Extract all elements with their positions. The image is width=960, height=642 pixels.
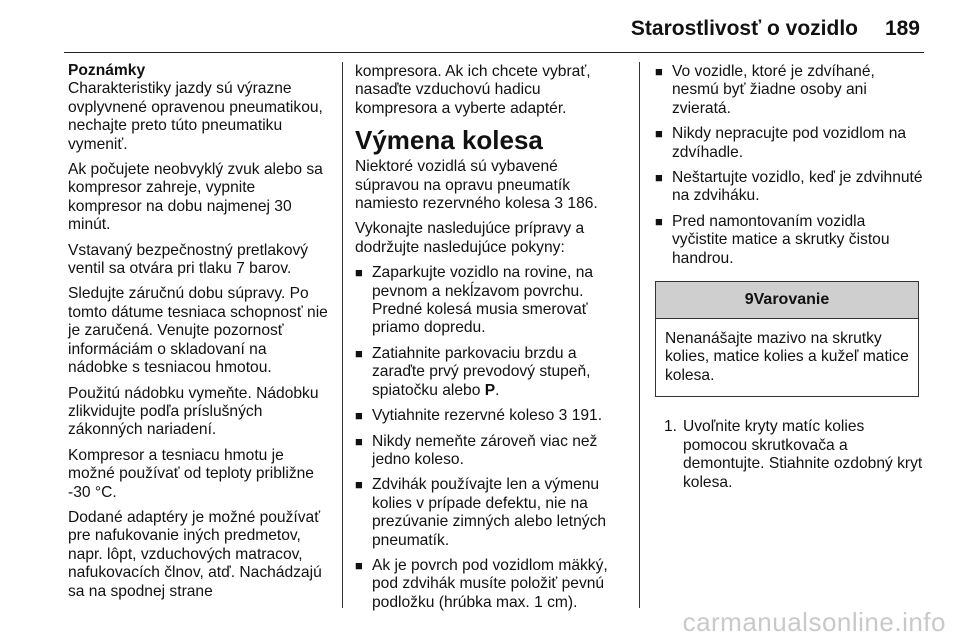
- warning-header: [656, 282, 918, 319]
- list-item: [355, 345, 625, 400]
- gear-position-p: P: [484, 381, 496, 399]
- paragraph: Ak počujete neobvyklý zvuk alebo sa kompresor zahreje, vypnite kompresor na dobu najmenej 30 minút.: [68, 161, 323, 234]
- bullet-icon: ■: [655, 64, 663, 79]
- list-item-end: .: [495, 381, 500, 399]
- page-reference[interactable]: 191.: [571, 407, 603, 425]
- page-reference-arrow-icon: 3: [558, 407, 568, 425]
- list-item: [655, 63, 925, 118]
- watermark: carmanualsonline.info: [682, 607, 946, 637]
- list-item: [355, 433, 625, 470]
- list-item: [655, 213, 925, 268]
- list-item-text: Vytiahnite rezervné koleso: [372, 407, 555, 425]
- paragraph: Vstavaný bezpečnostný pretlakový ventil sa otvára pri tlaku 7 barov.: [68, 241, 309, 278]
- bullet-icon: ■: [655, 170, 663, 186]
- page-reference-arrow-icon: 3: [554, 195, 564, 213]
- instruction-list: [355, 264, 625, 612]
- numbered-step: [655, 418, 925, 492]
- list-item-text: Zaparkujte vozidlo na rovine, na pevnom a nekĺzavom povrchu. Predné kolesá musia smerovať priamo dopredu.: [372, 264, 594, 337]
- paragraph: Sledujte záručnú dobu súpravy. Po tomto dátume tesniaca schopnosť nie je zaručená. Venujte pozornosť informáciám o skladovaní na nádobke s tesniacou hmotou.: [68, 285, 328, 377]
- paragraph: Vykonajte nasledujúce prípravy a dodržujte nasledujúce pokyny:: [355, 220, 585, 256]
- list-item: [355, 407, 625, 425]
- bullet-icon: ■: [655, 126, 663, 142]
- list-item-text: Pred namontovaním vozidla vyčistite matice a skrutky čistou handrou.: [672, 212, 890, 267]
- step-number: 1.: [664, 418, 678, 436]
- warning-box: [655, 281, 919, 397]
- paragraph: Použitú nádobku vymeňte. Nádobku zlikvidujte podľa príslušných zákonných nariadení.: [68, 384, 319, 439]
- paragraph: Kompresor a tesniacu hmotu je možné používať od teploty približne -30 °C.: [68, 446, 314, 501]
- list-item: [355, 476, 625, 550]
- list-item-text: Vo vozidle, ktoré je zdvíhané, nesmú byť žiadne osoby ani zvieratá.: [672, 63, 875, 117]
- page-header: [0, 0, 960, 52]
- bullet-icon: ■: [655, 213, 663, 229]
- column-divider-2: [639, 62, 640, 608]
- warning-title: Varovanie: [753, 290, 830, 308]
- list-item: [355, 264, 625, 338]
- list-item-text: Zdvihák používajte len a výmenu kolies v prípade defektu, nie na prezúvanie zimných alebo letných pneumatík.: [372, 476, 607, 549]
- warning-icon: 9: [744, 290, 754, 308]
- header-rule: [64, 52, 924, 53]
- column-left: [68, 62, 330, 608]
- paragraph: Charakteristiky jazdy sú výrazne ovplyvnené opravenou pneumatikou, nechajte preto túto pneumatiku vymeniť.: [68, 80, 323, 153]
- bullet-icon: ■: [355, 477, 363, 493]
- bullet-icon: ■: [355, 433, 363, 449]
- step-text: Uvoľnite kryty matíc kolies pomocou skrutkovača a demontujte. Stiahnite ozdobný kryt kolesa.: [683, 418, 923, 491]
- bullet-icon: ■: [355, 265, 363, 281]
- list-item-text: Zatiahnite parkovaciu brzdu a zaraďte prvý prevodový stupeň, spiatočku alebo: [372, 344, 591, 399]
- column-middle: [355, 63, 625, 619]
- list-item-text: Nikdy nepracujte pod vozidlom na zdvíhadle.: [672, 125, 907, 161]
- bullet-icon: ■: [355, 557, 363, 573]
- instruction-list: [655, 63, 925, 268]
- notes-title: Poznámky: [68, 62, 146, 79]
- list-item-text: Neštartujte vozidlo, keď je zdvihnuté na zdviháku.: [672, 169, 923, 205]
- page-title: Starostlivosť o vozidlo: [630, 17, 858, 40]
- list-item: [655, 125, 925, 162]
- page-reference[interactable]: 186.: [567, 195, 598, 213]
- column-right: [655, 63, 925, 492]
- paragraph: [355, 158, 625, 213]
- bullet-icon: ■: [355, 345, 363, 361]
- column-divider-1: [342, 62, 343, 608]
- section-heading: Výmena kolesa: [355, 125, 543, 156]
- list-item: [355, 557, 625, 612]
- list-item-text: Nikdy nemeňte zároveň viac než jedno koleso.: [372, 432, 598, 468]
- list-item-text: Ak je povrch pod vozidlom mäkký, pod zdvihák musíte položiť pevnú podložku (hrúbka max. 1 cm).: [372, 556, 608, 611]
- list-item: [655, 169, 925, 206]
- warning-text: Nenanášajte mazivo na skrutky kolies, matice kolies a kužeľ matice kolesa.: [665, 330, 909, 384]
- intro-text: Niektoré vozidlá sú vybavené súpravou na opravu pneumatík namiesto rezervného kolesa: [355, 158, 570, 213]
- paragraph: Dodané adaptéry je možné používať pre nafukovanie iných predmetov, napr. lôpt, vzduchových matracov, nafukovacích člnov, atď. Nachádzajú sa na spodnej strane: [68, 508, 322, 600]
- paragraph: kompresora. Ak ich chcete vybrať, nasaďte vzduchovú hadicu kompresora a vyberte adaptér.: [355, 63, 591, 117]
- bullet-icon: ■: [355, 408, 363, 424]
- page-number: 189: [884, 17, 920, 40]
